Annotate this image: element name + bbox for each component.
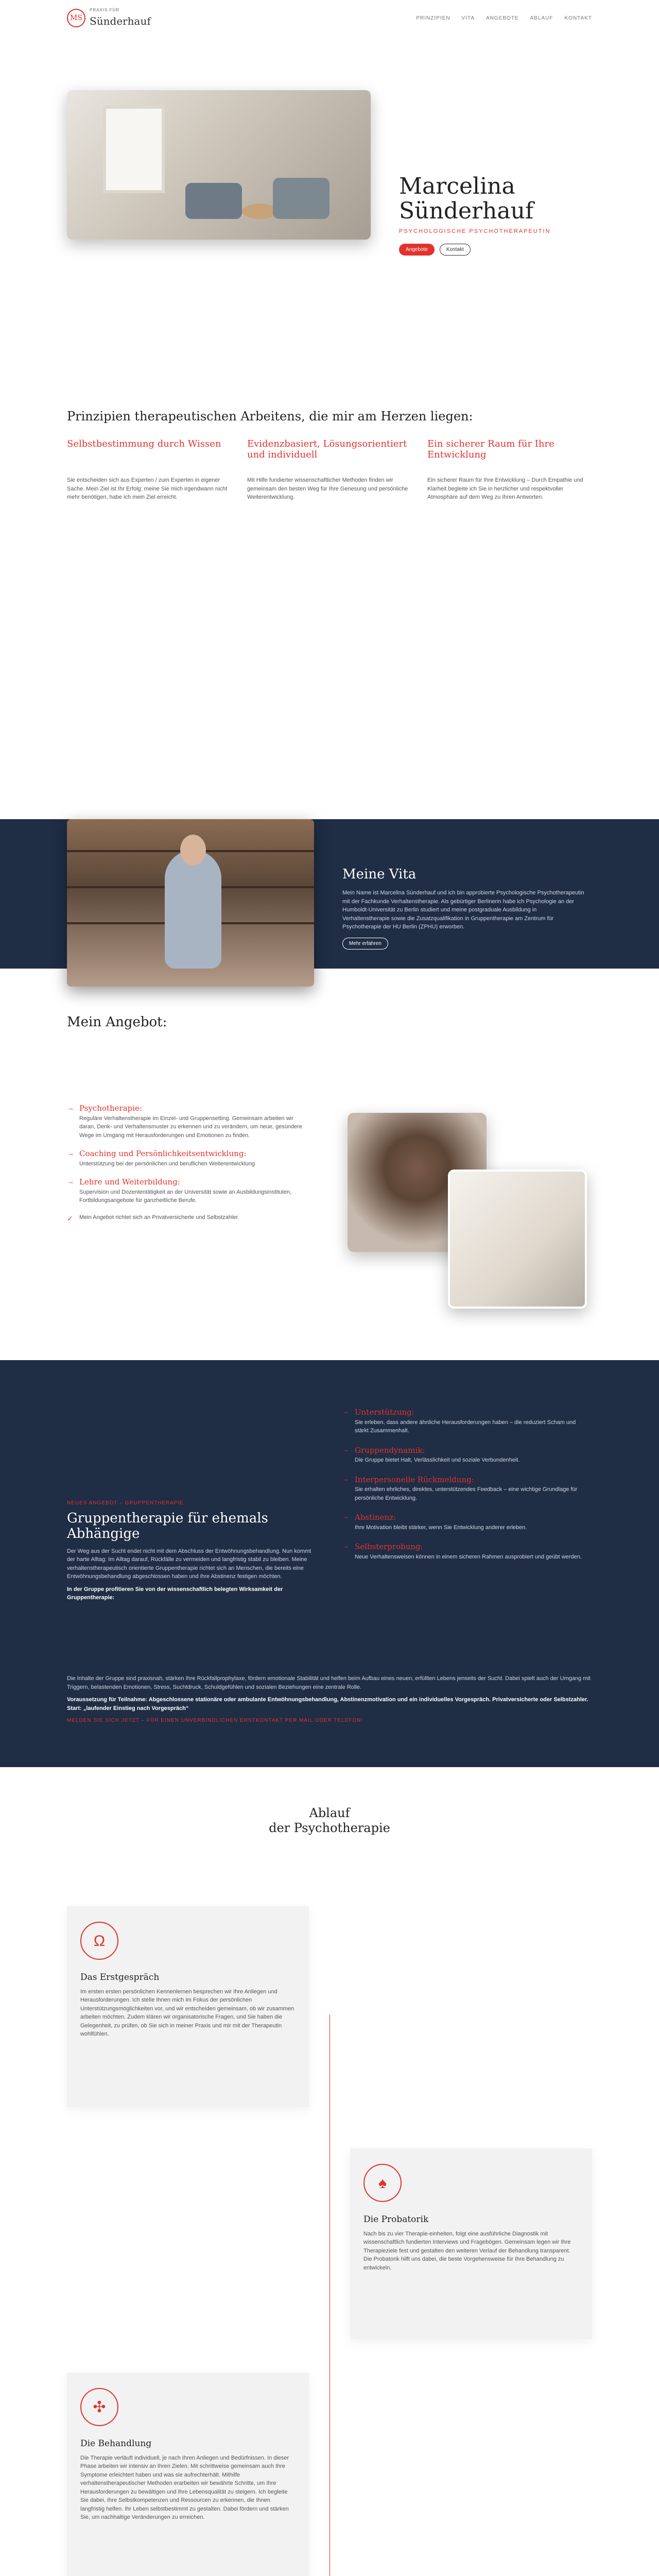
angebot-section: [0, 969, 659, 1360]
vita-text: Mein Name ist Marcelina Sünderhauf und ich bin approbierte Psychologische Psychotherapeutin mit der Fachkunde Verhaltenstherapie. Als gebürtiger Berlinerin habe ich Psychologie an der Humboldt-Universität zu Berlin studiert und meine postgraduale Ausbildung in Verhaltenstherapie sowie die Zusatzqualifikation in Gruppentherapie am Zentrum für Psychotherapie der HU Berlin (ZPHU) erworben.: [342, 890, 584, 930]
angebot-title: Mein Angebot:: [67, 1014, 167, 1030]
angebot-item: [67, 1176, 304, 1205]
puzzle-icon: ✣: [80, 2388, 118, 2426]
step-title: Die Probatorik: [363, 2214, 429, 2225]
gruppe-title: Gruppentherapie für ehemals Abhängige: [67, 1511, 268, 1541]
prinzip-text: Ein sicherer Raum für Ihre Entwicklung – Durch Empathie und Klarheit begleite ich Sie in herzlicher und respektvoller Atmosphäre auf dem Weg zu Ihren Antworten.: [427, 477, 583, 500]
vita-title: Meine Vita: [342, 867, 417, 882]
gruppe-benefits-list: [342, 1406, 589, 1570]
gruppe-requirements: Voraussetzung für Teilnahme: Abgeschlossene stationäre oder ambulante Entwöhnungsbehandlung, Abstinenzmotivation und ein individuelles Vorgespräch. Privatversicherte oder Selbstzahler. Start: „laufender Einstieg nach Vorgespräch“: [67, 1697, 588, 1711]
angebot-item: [67, 1103, 304, 1140]
nav-prinzipien[interactable]: PRINZIPIEN: [416, 15, 450, 21]
prinzipien-section: [0, 309, 659, 819]
gruppe-cta-note[interactable]: MELDEN SIE SICH JETZT – FÜR EINEN UNVERBINDLICHEN ERSTKONTAKT PER MAIL ODER TELEFON!: [67, 1718, 363, 1723]
nav-vita[interactable]: VITA: [461, 15, 475, 21]
benefit-item: [342, 1474, 589, 1503]
prinzip-title: Evidenzbasiert, Lösungsorientiert und individuell: [247, 438, 407, 460]
nav-kontakt[interactable]: KONTAKT: [564, 15, 592, 21]
hero-name-first: Marcelina: [399, 173, 515, 199]
nav-angebote[interactable]: ANGEBOTE: [486, 15, 519, 21]
benefit-text: Sie erleben, dass andere ähnliche Herausforderungen haben – die reduziert Scham und stärkt Zusammenhalt.: [355, 1419, 576, 1434]
head-icon: Ω: [80, 1922, 118, 1960]
prinzip-card: [247, 439, 412, 502]
prinzip-card: [427, 439, 592, 502]
benefit-title: → Interpersonelle Rückmeldung:: [355, 1475, 474, 1484]
step-title: Die Behandlung: [80, 2438, 152, 2449]
main-nav: [416, 14, 592, 22]
prinzip-title: Ein sicherer Raum für Ihre Entwicklung: [427, 438, 554, 460]
gruppe-text-bold: In der Gruppe profitieren Sie von der wissenschaftlich belegten Wirksamkeit der Gruppentherapie:: [67, 1586, 283, 1601]
step-title: Das Erstgespräch: [80, 1972, 160, 1982]
angebot-note-text: ✓ Mein Angebot richtet sich an Privatversicherte und Selbstzahler.: [79, 1214, 239, 1221]
hero-image-therapy-room: [67, 90, 371, 240]
mehr-erfahren-button[interactable]: Mehr erfahren: [342, 938, 388, 950]
step-card-behandlung: [67, 2372, 309, 2576]
benefit-title: → Gruppendynamik:: [355, 1445, 425, 1455]
benefit-text: Ihre Motivation bleibt stärker, wenn Sie Entwicklung anderer erleben.: [355, 1524, 527, 1531]
step-text: Im ersten ersten persönlichen Kennenlernen besprechen wir Ihre Anliegen und Herausforderungen. Ich stelle Ihnen mich im Fokus der persönlichen Unterstützungsmöglichkeiten vor, und wir entscheiden gemeinsam, ob wir zusammen arbeiten möchten. Zudem klären wir organisatorische Fragen, und Sie haben die Gelegenheit, zu prüfen, ob Sie sich in meiner Praxis und mir mit der Therapeutin wohlfühlen.: [80, 1988, 294, 2037]
angebot-item-title: → Coaching und Persönlichkeitsentwicklung:: [79, 1149, 247, 1158]
ablauf-title-line1: Ablauf: [309, 1806, 350, 1820]
logo-name: Sünderhauf: [90, 15, 151, 27]
benefit-text: Sie erhalten ehrliches, direktes, unterstützendes Feedback – eine wichtige Grundlage für persönliche Entwicklung.: [355, 1486, 578, 1501]
angebote-button[interactable]: Angebote: [399, 244, 435, 256]
benefit-item: [342, 1541, 589, 1561]
benefit-item: [342, 1512, 589, 1532]
angebot-item-text: Supervision und Dozententätigkeit an der Universität sowie an Ausbildungsinstituten, Fortbildungsangebote für ganzheitliche Berufe.: [79, 1189, 292, 1204]
prinzip-text: Sie entscheiden sich aus Experten / zum Experten in eigener Sache. Mein Ziel ist Ihr Erfolg: meine Sie mich irgendwann nicht mehr benötigen, habe ich mein Ziel erreicht.: [67, 477, 228, 500]
prinzipien-title: Prinzipien therapeutischen Arbeitens, die mir am Herzen liegen:: [67, 409, 473, 423]
benefit-title: → Selbsterprobung:: [355, 1542, 423, 1551]
angebot-list: [67, 1103, 304, 1230]
gruppe-bottom-text: Die Inhalte der Gruppe sind praxisnah, stärken Ihre Rückfallprophylaxe, fördern emotionale Stabilität und helfen beim Aufbau eines neuen, erfüllten Lebens jenseits der Sucht. Dabei spielt auch der Umgang mit Triggern, belastenden Emotionen, Stress, Suchtdruck, Schuldgefühlen und sozialen Beziehungen eine zentrale Rolle.: [67, 1675, 591, 1690]
clipboard-icon: ♠: [363, 2164, 402, 2202]
benefit-title: → Unterstützung:: [355, 1408, 414, 1417]
prinzip-text: Mit Hilfe fundierter wissenschaftlicher Methoden finden wir gemeinsam den besten Weg für Ihre Genesung und persönliche Weiterentwicklung.: [247, 477, 408, 500]
gruppe-kicker: NEUES ANGEBOT – GRUPPENTHERAPIE: [67, 1500, 184, 1506]
ablauf-title: [0, 1806, 659, 1836]
logo-mark: MS: [67, 9, 85, 27]
angebot-item: [67, 1148, 304, 1168]
step-card-erstgespraech: [67, 1906, 309, 2107]
step-card-probatorik: [350, 2148, 592, 2339]
vita-portrait-image: [67, 819, 314, 987]
benefit-item: [342, 1445, 589, 1465]
angebot-item-title: → Psychotherapie:: [79, 1104, 142, 1113]
benefit-text: Neue Verhaltensweisen können in einem sicheren Rahmen ausprobiert und geübt werden.: [355, 1553, 582, 1560]
benefit-item: [342, 1406, 589, 1435]
hero-section: [0, 36, 659, 309]
angebot-image-room: [448, 1170, 587, 1309]
step-text: Die Therapie verläuft individuell, je nach Ihren Anliegen und Bedürfnissen. In dieser Phase arbeiten wir intensiv an Ihren Zielen. Mit schrittweise gemeinsam auch Ihre Symptome erleichtert haben und was sie aufrechterhält. Mithilfe verhaltenstherapeutischer Methoden erarbeiten wir bewährte Schritte, um Ihre Herausforderungen zu bewältigen und Ihre Lebensqualität zu steigern. Ich begleite Sie dabei, Ihre Selbstkompetenzen und Ressourcen zu erkennen, die Ihnen langfristig helfen. Ihr Leben selbstbestimmt zu gestalten. Dabei fördern und stärken Sie, um nachhaltige Veränderungen zu erreichen.: [80, 2454, 289, 2520]
prinzip-title: Selbstbestimmung durch Wissen: [67, 438, 221, 449]
angebot-item-title: → Lehre und Weiterbildung:: [79, 1177, 180, 1187]
hero-subtitle: PSYCHOLOGISCHE PSYCHOTHERAPEUTIN: [399, 228, 551, 234]
step-text: Nach bis zu vier Therapie-einheiten, folgt eine ausführliche Diagnostik mit wissenschaftlich fundierten Interviews und Fragebögen. Gemeinsam legen wir Ihre Therapieziele fest und gestalten den weiteren Verlauf der Behandlung transparent. Die Probatorik hilft uns dabei, die beste Vorgehensweise für Ihre Behandlung zu entwickeln.: [363, 2230, 571, 2271]
kontakt-button[interactable]: Kontakt: [440, 244, 471, 256]
gruppentherapie-section: [0, 1360, 659, 1767]
ablauf-title-line2: der Psychotherapie: [269, 1820, 390, 1835]
hero-name-last: Sünderhauf: [399, 198, 534, 225]
logo[interactable]: [67, 7, 151, 29]
logo-small-text: PRAXIS FÜR: [90, 8, 120, 12]
site-header: [0, 0, 659, 36]
nav-ablauf[interactable]: ABLAUF: [530, 15, 553, 21]
hero-title: [399, 174, 550, 224]
angebot-item-text: Reguläre Verhaltenstherapie im Einzel- und Gruppensetting. Gemeinsam arbeiten wir daran, Denk- und Verhaltensmuster zu erkennen und zu verändern, um neue, gesündere Wege im Umgang mit Herausforderungen und Emotionen zu finden.: [79, 1115, 302, 1139]
angebot-note: [67, 1213, 304, 1222]
gruppe-text: Der Weg aus der Sucht endet nicht mit dem Abschluss der Entwöhnungsbehandlung. Nun kommt der harte Alltag: Im Alltag darauf, Rückfälle zu vermeiden und langfristig stabil zu bleiben. Meine verhaltenstherapeutisch orientierte Gruppentherapie richtet sich an Menschen, die bereits eine Entwöhnungsbehandlung abgeschlossen haben und ihre Abstinenz festigen möchten.: [67, 1548, 311, 1580]
prinzip-card: [67, 439, 232, 502]
angebot-item-text: Unterstützung bei der persönlichen und beruflichen Weiterentwicklung: [79, 1160, 255, 1167]
vita-section: [0, 819, 659, 969]
ablauf-section: [0, 1767, 659, 2576]
benefit-title: → Abstinenz:: [355, 1513, 396, 1522]
benefit-text: Die Gruppe bietet Halt, Verlässlichkeit und soziale Verbundenheit.: [355, 1457, 520, 1463]
